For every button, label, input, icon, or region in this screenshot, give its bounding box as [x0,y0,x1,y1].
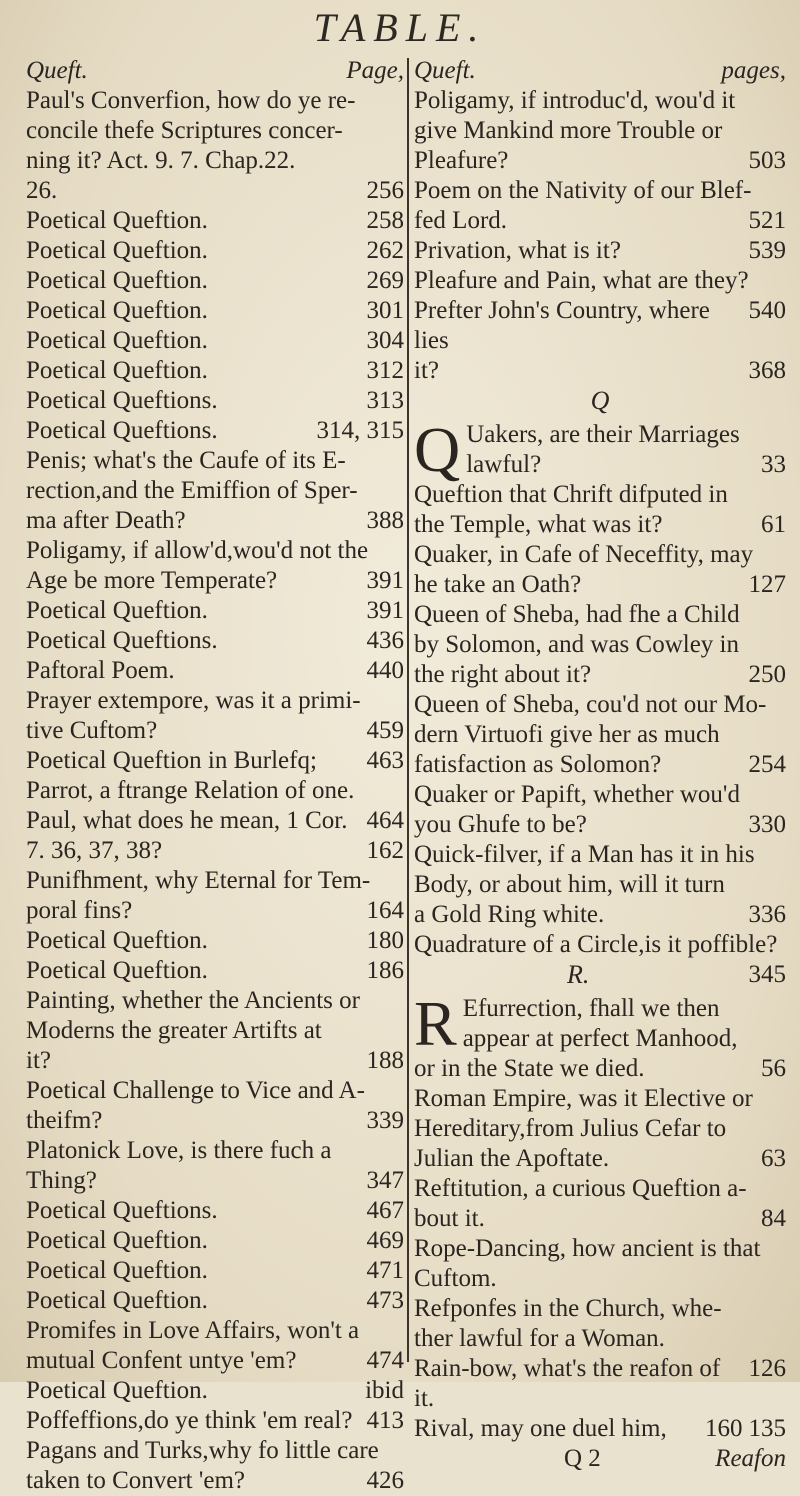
entry-text: Privation, what is it? [414,237,621,264]
index-entry [26,1046,404,1076]
left-column [26,56,404,1494]
page-footer [414,1444,786,1474]
index-entry [414,930,786,960]
index-entry [414,176,786,206]
entry-text: Efurrection, fhall we then [462,995,720,1022]
index-entry [414,266,786,296]
entry-text: bout it. [414,1205,485,1232]
index-entry [414,116,786,146]
entry-page-number: 258 [366,207,404,234]
entry-text: rection,and the Emiffion of Sper- [26,477,358,504]
entry-text: or in the State we died. [414,1055,645,1082]
entry-page-number: 463 [366,747,404,774]
entry-text: dern Virtuofi give her as much [414,721,720,748]
index-entry [414,660,786,690]
left-column-head [26,56,404,86]
index-entry [26,746,404,776]
entry-page-number: 127 [748,571,786,598]
index-entry [414,1084,786,1114]
index-entry [26,1136,404,1166]
entry-text: Uakers, are their Marriages [466,421,740,448]
index-entry [26,806,404,836]
entry-text: Quaker or Papift, whether wou'd [414,781,740,808]
entry-text: ma after Death? [26,507,186,534]
index-entry [26,146,404,176]
entry-text: Moderns the greater Artifts at [26,1017,322,1044]
entry-text: Queftion that Chrift difputed in [414,481,728,508]
entry-text: fatisfaction as Solomon? [414,751,662,778]
entry-text: he take an Oath? [414,571,582,598]
index-entry [414,570,786,600]
entry-page-number: 436 [366,627,404,654]
entry-text: mutual Confent untye 'em? [26,1347,297,1374]
entry-text: theifm? [26,1107,103,1134]
entry-page-number: 164 [366,897,404,924]
index-entry [414,1294,786,1324]
right-column [414,56,786,1472]
entry-text: Poligamy, if allow'd,wou'd not the [26,537,369,564]
entry-page-number: 135 [748,1415,786,1442]
entry-page-number: 471 [366,1257,404,1284]
entry-text: the right about it? [414,661,592,688]
index-entry [414,296,786,356]
index-entry [26,1106,404,1136]
entry-page-number: 413 [366,1407,404,1434]
entry-text: poral fins? [26,897,133,924]
entry-page-number: 503 [748,147,786,174]
index-entry [26,926,404,956]
entry-page-number: 250 [748,661,786,688]
entry-page-number: 330 [748,811,786,838]
right-head-page-label: pages, [721,57,786,84]
entry-text: Painting, whether the Ancients or [26,987,360,1014]
entry-text: concile thefe Scriptures concer- [26,117,343,144]
entry-text: Quaker, in Cafe of Neceffity, may [414,541,754,568]
entry-page-number: 84 [761,1205,786,1232]
entry-text: Poetical Queftion. [26,357,208,384]
entry-text: Poligamy, if introduc'd, wou'd it [414,87,736,114]
index-entry [26,956,404,986]
index-entry [26,236,404,266]
entry-text: Paftoral Poem. [26,657,175,684]
entry-page-number: 314, 315 [316,417,404,444]
index-entry [26,1346,404,1376]
right-head-label: Queft. [414,57,476,84]
entry-page-number: 301 [366,297,404,324]
index-entry [26,86,404,116]
index-entry [26,986,404,1016]
entry-page-number: ibid [365,1377,404,1404]
entry-text: Roman Empire, was it Elective or [414,1085,753,1112]
entry-page-number: 521 [748,207,786,234]
catchword: Reafon [715,1445,786,1472]
entry-text: Cuftom. [414,1265,497,1292]
entry-page-number: 254 [748,751,786,778]
entry-text: Poetical Queftion. [26,927,208,954]
index-entry [26,536,404,566]
index-entry [414,1054,786,1084]
entry-text: Paul, what does he mean, 1 Cor. [26,807,348,834]
entry-page-number: 464 [366,807,404,834]
entry-page-number: 391 [366,597,404,624]
entry-page-number: 391 [366,567,404,594]
entry-text: Prefter John's Country, where lies [414,297,710,354]
right-column-head [414,56,786,86]
entry-page-number: 469 [366,1227,404,1254]
entry-page-number: 440 [366,657,404,684]
entry-page-number: 56 [761,1055,786,1082]
entry-text: Poetical Queftions. [26,417,218,444]
index-entry [26,446,404,476]
entry-text: Rope-Dancing, how ancient is that [414,1235,761,1262]
entry-text: Body, or about him, will it turn [414,871,725,898]
entry-text: it? [26,1047,51,1074]
entry-text: Poetical Queftion. [26,237,208,264]
index-entry [26,866,404,896]
entry-text: Poetical Challenge to Vice and A- [26,1077,365,1104]
index-entry [26,476,404,506]
entry-text: Queen of Sheba, cou'd not our Mo- [414,691,767,718]
entry-text: ning it? Act. 9. 7. Chap.22. [26,147,296,174]
index-entry [414,540,786,570]
entry-text: Reftitution, a curious Queftion a- [414,1175,747,1202]
index-entry [26,176,404,206]
left-head-page-label: Page, [346,57,404,84]
entry-text: ther lawful for a Woman. [414,1325,665,1352]
entry-text: Age be more Temperate? [26,567,278,594]
index-entry [414,870,786,900]
index-entry [414,1114,786,1144]
entry-text: the Temple, what was it? [414,511,663,538]
entry-text: a Gold Ring white. [414,901,605,928]
entry-text: Pleafure? [414,147,509,174]
index-entry [414,1144,786,1174]
index-entry [26,836,404,866]
entry-text: Poffeffions,do ye think 'em real? [26,1407,353,1434]
entry-text: it? [414,357,439,384]
drop-capital: Q [414,414,461,485]
entry-text: Poetical Queftion. [26,1377,208,1404]
index-entry [26,296,404,326]
index-entry [414,750,786,780]
index-entry [26,1466,404,1496]
entry-page-number: 269 [366,267,404,294]
entry-page-number: 160 [705,1415,743,1442]
index-entry [414,480,786,510]
index-entry [26,266,404,296]
entry-text: Platonick Love, is there fuch a [26,1137,332,1164]
index-entry [414,1024,786,1054]
entry-page-number: 347 [366,1167,404,1194]
drop-capital: R [414,988,457,1059]
index-entry [26,596,404,626]
entry-text: you Ghufe to be? [414,811,587,838]
entry-page-number: 33 [761,451,786,478]
entry-text: Poetical Queftion. [26,207,208,234]
entry-page-number: 313 [366,387,404,414]
entry-text: Rival, may one duel him, [414,1415,667,1442]
entry-page-number: 474 [366,1347,404,1374]
entry-text: 26. [26,177,58,204]
index-entry [26,716,404,746]
index-entry [26,1316,404,1346]
entry-text: Pleafure and Pain, what are they? [414,267,749,294]
entry-text: Poetical Queftion in Burlefq; [26,747,317,774]
entry-text: 7. 36, 37, 38? [26,837,163,864]
index-entry [26,416,404,446]
index-entry [26,506,404,536]
signature-mark: Q 2 [564,1445,601,1472]
entry-text: Poetical Queftions. [26,1197,218,1224]
index-entry [26,1376,404,1406]
index-entry [26,776,404,806]
index-entry [414,450,786,480]
index-entry [26,1076,404,1106]
index-entry [414,840,786,870]
entry-page-number: 63 [761,1145,786,1172]
index-entry [26,1166,404,1196]
entry-text: Poetical Queftion. [26,1257,208,1284]
index-entry [414,1204,786,1234]
index-entry [414,86,786,116]
index-entry [26,1226,404,1256]
index-entry [414,236,786,266]
index-entry [26,566,404,596]
entry-text: Poetical Queftions. [26,387,218,414]
entry-text: Queen of Sheba, had fhe a Child [414,601,740,628]
index-entry [26,656,404,686]
index-entry [26,1196,404,1226]
index-entry [26,326,404,356]
index-entry [26,1016,404,1046]
entry-text: lawful? [466,451,542,478]
entry-page-number: 162 [366,837,404,864]
entry-text: Penis; what's the Caufe of its E- [26,447,346,474]
entry-text: by Solomon, and was Cowley in [414,631,739,658]
entry-text: Poem on the Nativity of our Blef- [414,177,752,204]
entry-text: Julian the Apoftate. [414,1145,610,1172]
index-entry [414,206,786,236]
entry-text: Thing? [26,1167,97,1194]
index-entry [414,1234,786,1264]
section-letter-r: R. [567,960,590,989]
index-entry [414,510,786,540]
index-entry [414,1414,786,1444]
index-entry [26,1436,404,1466]
index-entry [414,630,786,660]
index-entry [26,1406,404,1436]
entry-text: Poetical Queftion. [26,267,208,294]
index-entry [26,116,404,146]
entry-page-number: 345 [748,961,786,988]
entry-page-number: 459 [366,717,404,744]
index-entry [414,780,786,810]
entry-page-number: 312 [366,357,404,384]
entry-page-number: 188 [366,1047,404,1074]
index-entry [26,626,404,656]
entry-page-number: 256 [366,177,404,204]
entry-page-number: 262 [366,237,404,264]
entry-page-number: 304 [366,327,404,354]
entry-page-number: 339 [366,1107,404,1134]
entry-text: taken to Convert 'em? [26,1467,246,1494]
index-entry [414,1174,786,1204]
entry-text: Poetical Queftion. [26,297,208,324]
index-entry [26,1256,404,1286]
index-entry [414,356,786,386]
column-divider [407,58,409,1362]
entry-text: Quadrature of a Circle,is it poffible? [414,931,778,958]
entry-page-number: 61 [761,511,786,538]
entry-text: Paul's Converfion, how do ye re- [26,87,356,114]
index-entry [414,690,786,720]
entry-page-number: 180 [366,927,404,954]
entry-text: fed Lord. [414,207,508,234]
running-head: TABLE. [313,5,487,50]
entry-text: Poetical Queftion. [26,957,208,984]
left-head-label: Queft. [26,57,88,84]
index-entry [26,356,404,386]
entry-page-number: 539 [748,237,786,264]
entry-text: Poetical Queftion. [26,1227,208,1254]
index-entry [414,600,786,630]
entry-text: appear at perfect Manhood, [462,1025,738,1052]
index-entry [26,896,404,926]
index-entry [26,386,404,416]
section-letter-q: Q [590,386,610,415]
entry-page-number: 467 [366,1197,404,1224]
index-entry [414,900,786,930]
entry-text: give Mankind more Trouble or [414,117,723,144]
index-entry [414,1324,786,1354]
entry-text: Poetical Queftions. [26,627,218,654]
entry-text: Poetical Queftion. [26,597,208,624]
index-entry [26,686,404,716]
entry-text: tive Cuftom? [26,717,158,744]
entry-text: Poetical Queftion. [26,327,208,354]
entry-text: Punifhment, why Eternal for Tem- [26,867,371,894]
entry-page-number: 540 [748,297,786,324]
entry-text: Refponfes in the Church, whe- [414,1295,722,1322]
entry-text: Hereditary,from Julius Cefar to [414,1115,727,1142]
entry-page-number: 368 [748,357,786,384]
index-entry [26,1286,404,1316]
entry-page-number: 426 [366,1467,404,1494]
entry-page-number: 126 [748,1355,786,1382]
entry-text: Rain-bow, what's the reafon of it. [414,1355,721,1412]
entry-text: Quick-filver, if a Man has it in his [414,841,755,868]
entry-text: Pagans and Turks,why fo little care [26,1437,379,1464]
entry-text: Parrot, a ftrange Relation of one. [26,777,355,804]
entry-page-number: 473 [366,1287,404,1314]
index-entry [414,146,786,176]
entry-text: Prayer extempore, was it a primi- [26,687,361,714]
index-entry [26,206,404,236]
entry-text: Promifes in Love Affairs, won't a [26,1317,360,1344]
index-entry [414,720,786,750]
entry-page-number: 388 [366,507,404,534]
entry-page-number: 186 [366,957,404,984]
entry-page-number: 336 [748,901,786,928]
index-entry [414,1264,786,1294]
index-entry [414,1354,786,1414]
index-entry [414,810,786,840]
entry-text: Poetical Queftion. [26,1287,208,1314]
